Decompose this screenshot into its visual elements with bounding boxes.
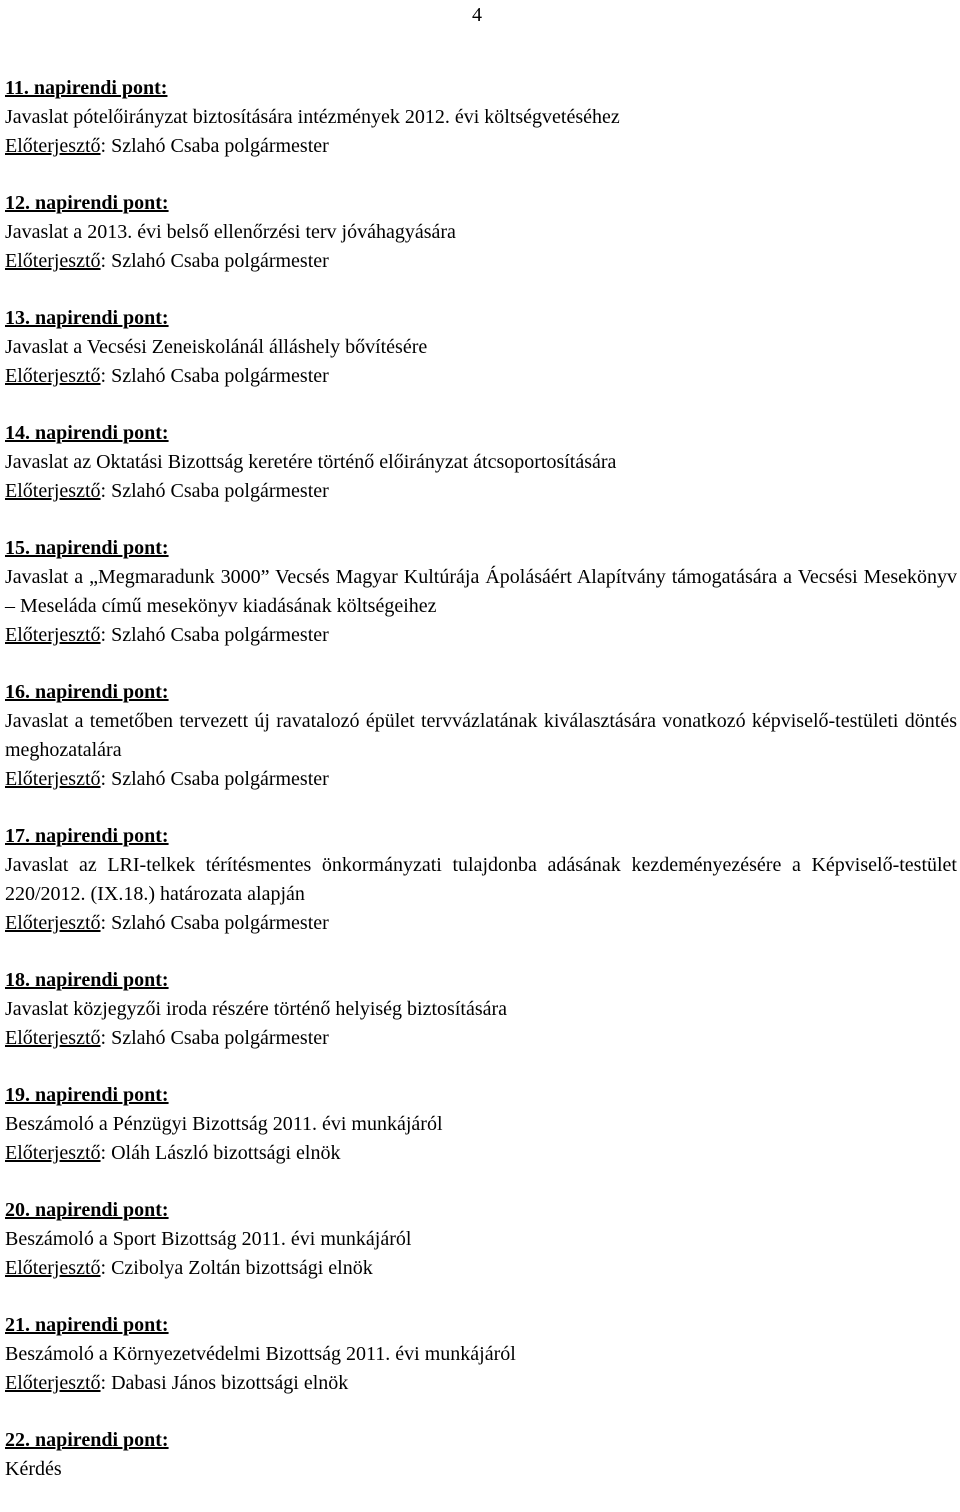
presenter-label: Előterjesztő <box>5 1257 101 1279</box>
presenter-name: Szlahó Csaba polgármester <box>111 135 329 157</box>
agenda-item <box>5 534 957 650</box>
agenda-item <box>5 1311 957 1398</box>
presenter-separator: : <box>100 365 112 387</box>
presenter-label: Előterjesztő <box>5 365 101 387</box>
agenda-item-presenter <box>5 765 957 794</box>
presenter-label: Előterjesztő <box>5 768 101 790</box>
agenda-item-description: Javaslat az Oktatási Bizottság keretére történő előirányzat átcsoportosítására <box>5 451 617 473</box>
agenda-item-heading: 18. napirendi pont: <box>5 969 169 991</box>
agenda-item-heading: 22. napirendi pont: <box>5 1429 169 1451</box>
agenda-item-presenter <box>5 1024 957 1053</box>
presenter-separator: : <box>100 768 112 790</box>
agenda-item-heading: 14. napirendi pont: <box>5 422 169 444</box>
presenter-name: Szlahó Csaba polgármester <box>111 912 329 934</box>
agenda-item-description: Kérdés <box>5 1458 62 1480</box>
presenter-name: Szlahó Csaba polgármester <box>111 480 329 502</box>
agenda-item-presenter <box>5 1139 957 1168</box>
agenda-item-presenter <box>5 1369 957 1398</box>
presenter-separator: : <box>100 1027 112 1049</box>
agenda-item-description: Javaslat a 2013. évi belső ellenőrzési terv jóváhagyására <box>5 221 456 243</box>
presenter-separator: : <box>100 135 112 157</box>
presenter-separator: : <box>100 250 112 272</box>
presenter-name: Szlahó Csaba polgármester <box>111 1027 329 1049</box>
agenda-item <box>5 304 957 391</box>
agenda-item-description: Beszámoló a Sport Bizottság 2011. évi munkájáról <box>5 1228 412 1250</box>
agenda-item-presenter <box>5 132 957 161</box>
agenda-item-presenter <box>5 477 957 506</box>
presenter-separator: : <box>100 624 112 646</box>
presenter-separator: : <box>100 1142 112 1164</box>
presenter-name: Szlahó Csaba polgármester <box>111 624 329 646</box>
agenda-item-heading: 15. napirendi pont: <box>5 537 169 559</box>
presenter-name: Czibolya Zoltán bizottsági elnök <box>111 1257 373 1279</box>
agenda-item-heading: 12. napirendi pont: <box>5 192 169 214</box>
presenter-name: Dabasi János bizottsági elnök <box>111 1372 349 1394</box>
agenda-item <box>5 74 957 161</box>
agenda-item-heading: 17. napirendi pont: <box>5 825 169 847</box>
agenda-item <box>5 678 957 794</box>
presenter-label: Előterjesztő <box>5 912 101 934</box>
presenter-label: Előterjesztő <box>5 1142 101 1164</box>
agenda-item-heading: 20. napirendi pont: <box>5 1199 169 1221</box>
agenda-item-description: Javaslat pótelőirányzat biztosítására intézmények 2012. évi költségvetéséhez <box>5 106 620 128</box>
agenda-item-heading: 21. napirendi pont: <box>5 1314 169 1336</box>
agenda-item-description: Javaslat a „Megmaradunk 3000” Vecsés Magyar Kultúrája Ápolásáért Alapítvány támogatására a Vecsési Mesekönyv – Meseláda című mesekönyv kiadásának költségeihez <box>5 566 957 617</box>
agenda-item <box>5 822 957 938</box>
agenda-item-heading: 11. napirendi pont: <box>5 77 168 99</box>
agenda-item-description: Javaslat a Vecsési Zeneiskolánál álláshely bővítésére <box>5 336 428 358</box>
agenda-item <box>5 966 957 1053</box>
agenda-item <box>5 189 957 276</box>
agenda-item-description: Javaslat az LRI-telkek térítésmentes önkormányzati tulajdonba adásának kezdeményezésére a Képviselő-testület 220/2012. (IX.18.) határozata alapján <box>5 854 957 905</box>
agenda-list <box>5 74 957 1512</box>
presenter-name: Szlahó Csaba polgármester <box>111 250 329 272</box>
agenda-item-heading: 13. napirendi pont: <box>5 307 169 329</box>
agenda-item <box>5 419 957 506</box>
presenter-label: Előterjesztő <box>5 1027 101 1049</box>
agenda-item-presenter <box>5 362 957 391</box>
page-number: 4 <box>472 4 482 26</box>
presenter-name: Szlahó Csaba polgármester <box>111 768 329 790</box>
agenda-item-heading: 19. napirendi pont: <box>5 1084 169 1106</box>
agenda-item-presenter <box>5 621 957 650</box>
agenda-item <box>5 1426 957 1484</box>
presenter-separator: : <box>100 1372 112 1394</box>
agenda-item <box>5 1081 957 1168</box>
presenter-separator: : <box>100 912 112 934</box>
agenda-item-description: Beszámoló a Környezetvédelmi Bizottság 2011. évi munkájáról <box>5 1343 516 1365</box>
presenter-name: Szlahó Csaba polgármester <box>111 365 329 387</box>
presenter-label: Előterjesztő <box>5 250 101 272</box>
agenda-item <box>5 1196 957 1283</box>
presenter-separator: : <box>100 1257 112 1279</box>
agenda-item-presenter <box>5 909 957 938</box>
agenda-item-description: Javaslat közjegyzői iroda részére történő helyiség biztosítására <box>5 998 508 1020</box>
agenda-item-presenter <box>5 1254 957 1283</box>
presenter-name: Oláh László bizottsági elnök <box>111 1142 341 1164</box>
agenda-item-description: Javaslat a temetőben tervezett új ravatalozó épület tervvázlatának kiválasztására vonatkozó képviselő-testületi döntés meghozatalára <box>5 710 957 761</box>
presenter-label: Előterjesztő <box>5 1372 101 1394</box>
presenter-label: Előterjesztő <box>5 135 101 157</box>
presenter-separator: : <box>100 480 112 502</box>
presenter-label: Előterjesztő <box>5 624 101 646</box>
agenda-item-description: Beszámoló a Pénzügyi Bizottság 2011. évi munkájáról <box>5 1113 443 1135</box>
agenda-item-heading: 16. napirendi pont: <box>5 681 169 703</box>
presenter-label: Előterjesztő <box>5 480 101 502</box>
agenda-item-presenter <box>5 247 957 276</box>
